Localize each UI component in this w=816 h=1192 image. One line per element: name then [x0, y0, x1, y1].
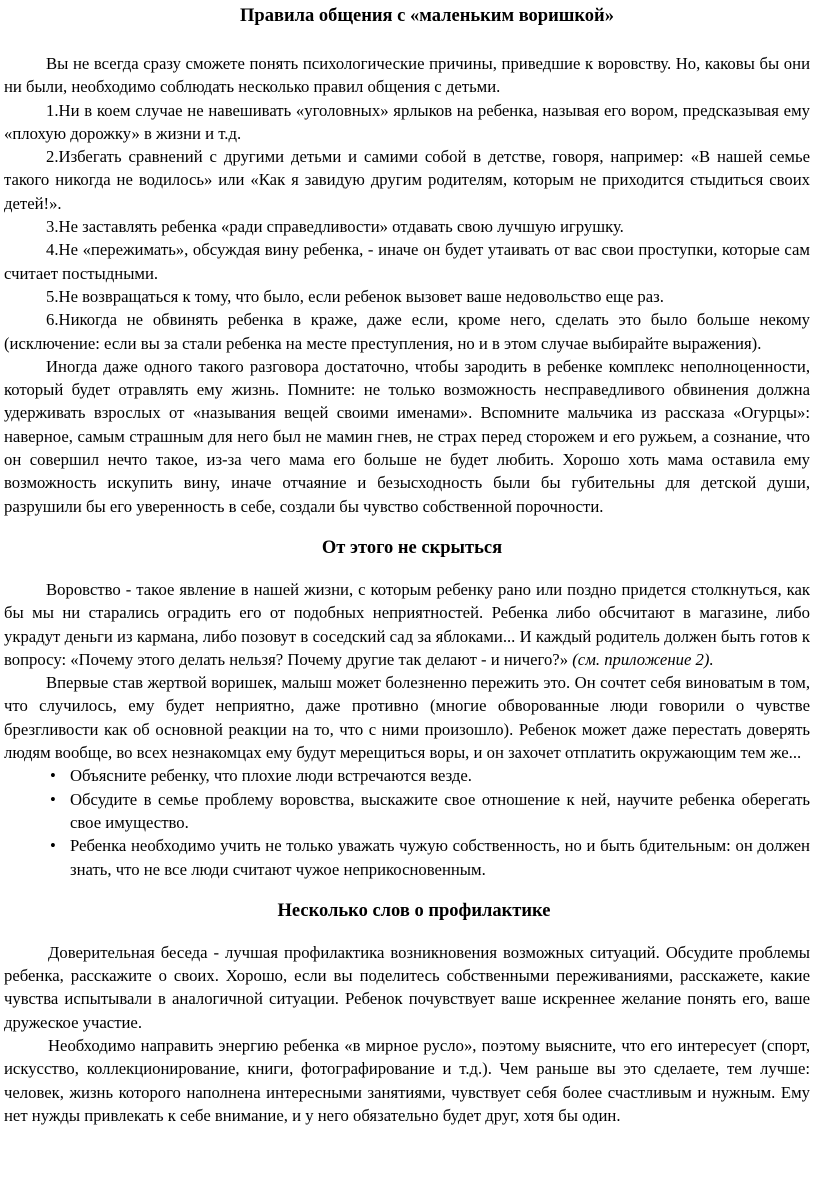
section-title-prevention: Несколько слов о профилактике	[277, 900, 551, 921]
intro-paragraph: Вы не всегда сразу сможете понять психологические причины, приведшие к воровству. Но, каковы бы они ни были, необходимо соблюдать несколько правил общения с детьми.	[4, 54, 810, 97]
energy-paragraph: Необходимо направить энергию ребенка «в мирное русло», поэтому выясните, что его интересует (спорт, искусство, коллекционирование, книги, фотографирование и т.д.). Чем раньше вы это сделаете, тем лучше: человек, жизнь которого наполнена интересными занятиями, чувствует себя более счастливым и нужным. Ему нет нужды привлекать к себе внимание, и у него обязательно будет друг, хотя бы один.	[4, 1035, 810, 1125]
victim-paragraph: Впервые став жертвой воришек, малыш может болезненно пережить это. Он сочтет себя виноватым в том, что случилось, ему будет неприятно, даже противно (многие обворованные люди говорили о чувстве брезгливости как об основной реакции на то, что с ними произошло). Ребенок может даже перестать доверять людям вообще, во всех незнакомцах ему будут мерещиться воры, и он захочет отплатить окружающим тем же...	[4, 673, 810, 763]
list-item	[4, 788, 810, 835]
list-item-text: Обсудите в семье проблему воровства, выскажите свое отношение к ней, научите ребенка оберегать свое имущество.	[70, 789, 810, 832]
cucumbers-paragraph: Иногда даже одного такого разговора достаточно, чтобы зародить в ребенке комплекс неполноценности, который будет отравлять ему жизнь. Помните: не только возможность несправедливого обвинения должна удерживать взрослых от «называния вещей своими именами». Вспомните мальчика из рассказа «Огурцы»: наверное, самым страшным для него был не мамин гнев, не страх перед сторожем и его ружьем, а сознание, что он совершил нечто такое, из-за чего мама его больше не будет любить. Хорошо хоть мама оставила ему возможность искупить вину, иначе отчаяние и безысходность были бы губительны для детской души, разрушили бы его уверенность в себе, создали бы чувство собственной порочности.	[4, 356, 810, 516]
rule-5: 5.Не возвращаться к тому, что было, если ребенок вызовет ваше недовольство еще раз.	[46, 286, 664, 306]
advice-list	[4, 764, 810, 880]
rule-1: 1.Ни в коем случае не навешивать «уголовных» ярлыков на ребенка, называя его вором, предсказывая ему «плохую дорожку» в жизни и т.д.	[4, 100, 810, 143]
list-item-text: Ребенка необходимо учить не только уважать чужую собственность, но и быть бдительным: он должен знать, что не все люди считают чужое неприкосновенным.	[70, 836, 810, 879]
rule-6: 6.Никогда не обвинять ребенка в краже, даже если, кроме него, сделать это было больше некому (исключение: если вы за стали ребенка на месте преступления, но и в этом случае выбирайте выражения).	[4, 310, 810, 353]
bullet-mark: •	[50, 836, 56, 856]
rule-2: 2.Избегать сравнений с другими детьми и самими собой в детстве, говоря, например: «В нашей семье такого никогда не водилось» или «Как я завидую другим родителям, которым не приходится стыдиться своих детей!».	[4, 147, 810, 213]
list-item-text: Объясните ребенку, что плохие люди встречаются везде.	[70, 766, 472, 786]
list-item	[4, 764, 810, 787]
list-item	[4, 834, 810, 881]
section-title-rules: Правила общения с «маленьким воришкой»	[240, 6, 614, 26]
bullet-mark: •	[50, 789, 56, 809]
rule-4: 4.Не «пережимать», обсуждая вину ребенка, - иначе он будет утаивать от вас свои проступки, которые сам считает постыдными.	[4, 240, 810, 283]
bullet-mark: •	[50, 766, 56, 786]
appendix-reference: (см. приложение 2).	[572, 649, 714, 669]
theft-paragraph-text: Воровство - такое явление в нашей жизни, с которым ребенку рано или поздно придется столкнуться, как бы мы ни старались оградить его от подобных неприятностей. Ребенка либо обсчитают в магазине, либо украдут деньги из кармана, либо позовут в соседский сад за яблоками... И каждый родитель должен быть готов к вопросу: «Почему этого делать нельзя? Почему другие так делают - и ничего?»	[4, 579, 810, 669]
section-title-no-hiding: От этого не скрыться	[321, 537, 503, 558]
trust-talk-paragraph: Доверительная беседа - лучшая профилактика возникновения возможных ситуаций. Обсудите проблемы ребенка, расскажите о своих. Хорошо, если вы поделитесь собственными переживаниями, расскажете, какие чувства испытывали в аналогичной ситуации. Ребенок почувствует ваше искреннее желание понять его, ваше дружеское участие.	[4, 942, 810, 1032]
theft-paragraph	[4, 578, 810, 671]
rule-3: 3.Не заставлять ребенка «ради справедливости» отдавать свою лучшую игрушку.	[46, 217, 624, 237]
